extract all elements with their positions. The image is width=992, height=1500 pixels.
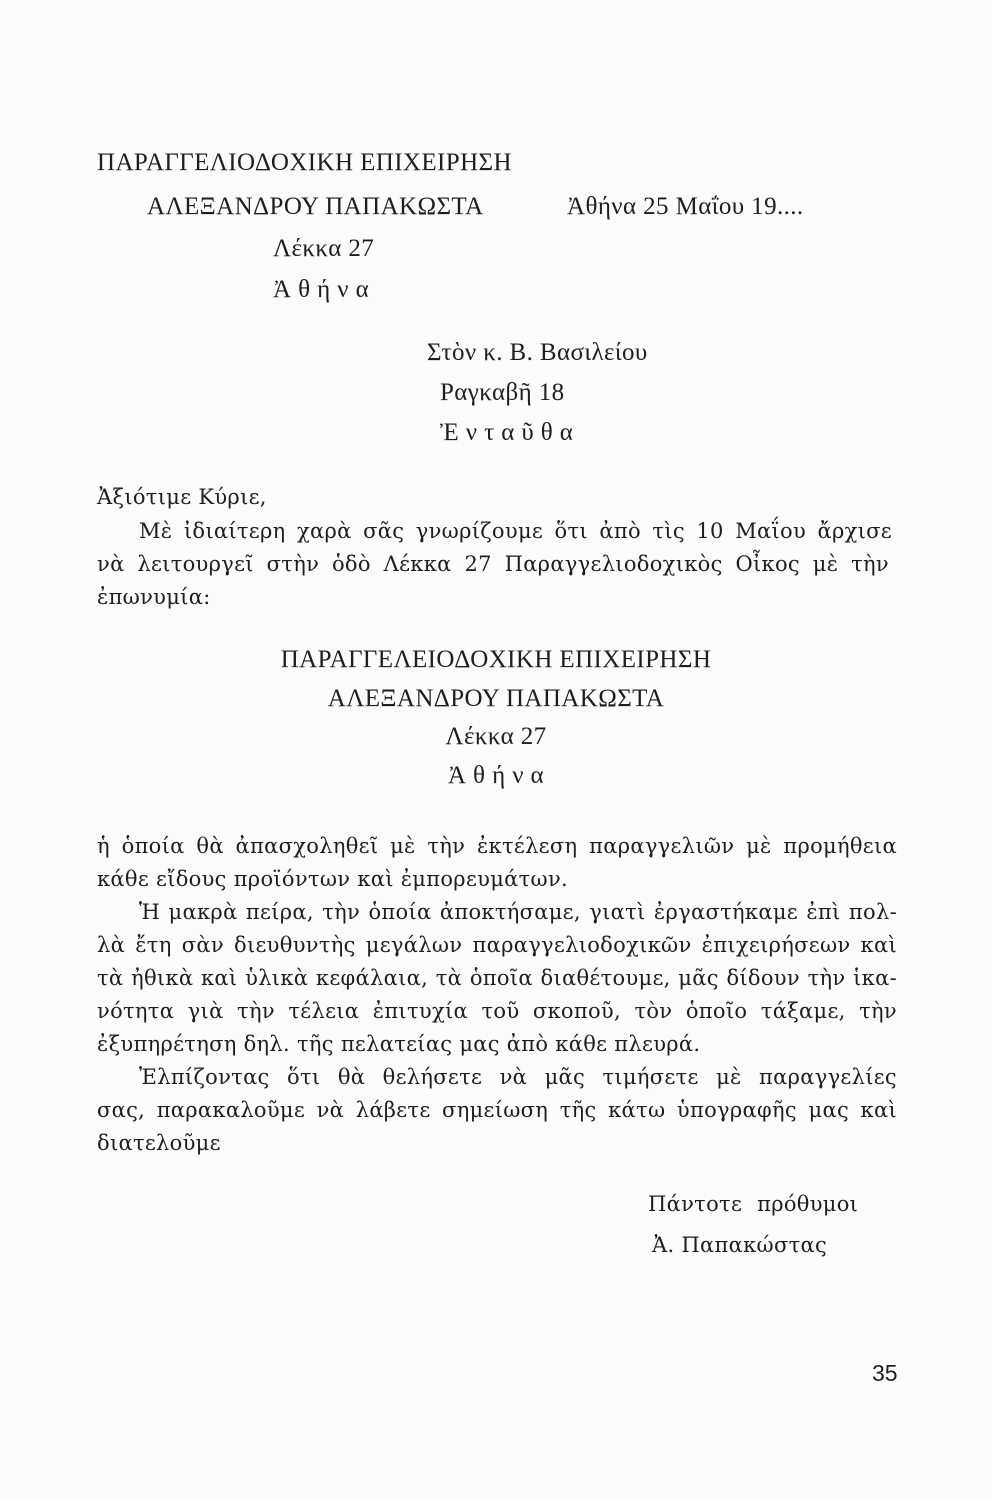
recipient-city: Ἐ ν τ α ῦ θ α	[440, 419, 574, 446]
paragraph-1-line-2: νὰ λειτουργεῖ στὴν ὁδὸ Λέκκα 27 Παραγγελιοδοχικὸς Οἶκος μὲ τὴν	[97, 552, 889, 576]
paragraph-3-line-2: λὰ ἔτη σὰν διευθυντὴς μεγάλων παραγγελιοδοχικῶν ἐπιχειρήσεων καὶ	[97, 933, 897, 957]
paragraph-4-line-1: Ἐλπίζοντας ὅτι θὰ θελήσετε νὰ μᾶς τιμήσετε μὲ παραγγελίες	[139, 1065, 897, 1089]
paragraph-4-line-3: διατελοῦμε	[97, 1131, 221, 1155]
paragraph-3-line-4: νότητα γιὰ τὴν τέλεια ἐπιτυχία τοῦ σκοποῦ, τὸν ὁποῖο τάξαμε, τὴν	[97, 999, 897, 1023]
letterhead-company-type: ΠΑΡΑΓΓΕΛΙΟΔΟΧΙΚΗ ΕΠΙΧΕΙΡΗΣΗ	[97, 149, 512, 176]
paragraph-4-line-2: σας, παρακαλοῦμε νὰ λάβετε σημείωση τῆς κάτω ὑπογραφῆς μας καὶ	[97, 1098, 897, 1122]
paragraph-2-line-2: κάθε εἴδους προϊόντων καὶ ἐμπορευμάτων.	[97, 867, 569, 891]
page-number: 35	[872, 1360, 898, 1386]
letterhead-street: Λέκκα 27	[273, 235, 375, 262]
closing-phrase: Πάντοτε πρόθυμοι	[648, 1192, 859, 1216]
salutation: Ἀξιότιμε Κύριε,	[97, 485, 267, 509]
paragraph-1-line-3: ἐπωνυμία:	[97, 585, 211, 609]
paragraph-3-line-3: τὰ ἠθικὰ καὶ ὑλικὰ κεφάλαια, τὰ ὁποῖα διαθέτουμε, μᾶς δίδουν τὴν ἱκα-	[97, 966, 897, 990]
paragraph-3-line-5: ἐξυπηρέτηση δηλ. τῆς πελατείας μας ἀπὸ κάθε πλευρά.	[97, 1032, 701, 1056]
recipient-street: Ραγκαβῆ 18	[440, 379, 565, 406]
letterhead-city: Ἀ θ ή ν α	[273, 276, 370, 303]
paragraph-2-line-1: ἡ ὁποία θὰ ἀπασχοληθεῖ μὲ τὴν ἐκτέλεση παραγγελιῶν μὲ προμήθεια	[97, 834, 897, 858]
company-block-street: Λέκκα 27	[445, 723, 547, 750]
company-block-owner: ΑΛΕΞΑΝΔΡΟΥ ΠΑΠΑΚΩΣΤΑ	[327, 685, 665, 712]
letterhead-owner-name: ΑΛΕΞΑΝΔΡΟΥ ΠΑΠΑΚΩΣΤΑ	[147, 193, 484, 220]
company-block-type: ΠΑΡΑΓΓΕΛΕΙΟΔΟΧΙΚΗ ΕΠΙΧΕΙΡΗΣΗ	[280, 646, 712, 673]
recipient-name: Στὸν κ. Β. Βασιλείου	[427, 339, 648, 366]
letter-date: Ἀθήνα 25 Μαΐου 19....	[567, 193, 804, 220]
signature-name: Ἀ. Παπακώστας	[652, 1233, 828, 1257]
paragraph-3-line-1: Ἡ μακρὰ πείρα, τὴν ὁποία ἀποκτήσαμε, γιατὶ ἐργαστήκαμε ἐπὶ πολ-	[139, 900, 897, 924]
company-block-city: Ἀ θ ή ν α	[447, 762, 545, 789]
paragraph-1-line-1: Μὲ ἰδιαίτερη χαρὰ σᾶς γνωρίζουμε ὅτι ἀπὸ τὶς 10 Μαΐου ἄρχισε	[139, 519, 892, 543]
